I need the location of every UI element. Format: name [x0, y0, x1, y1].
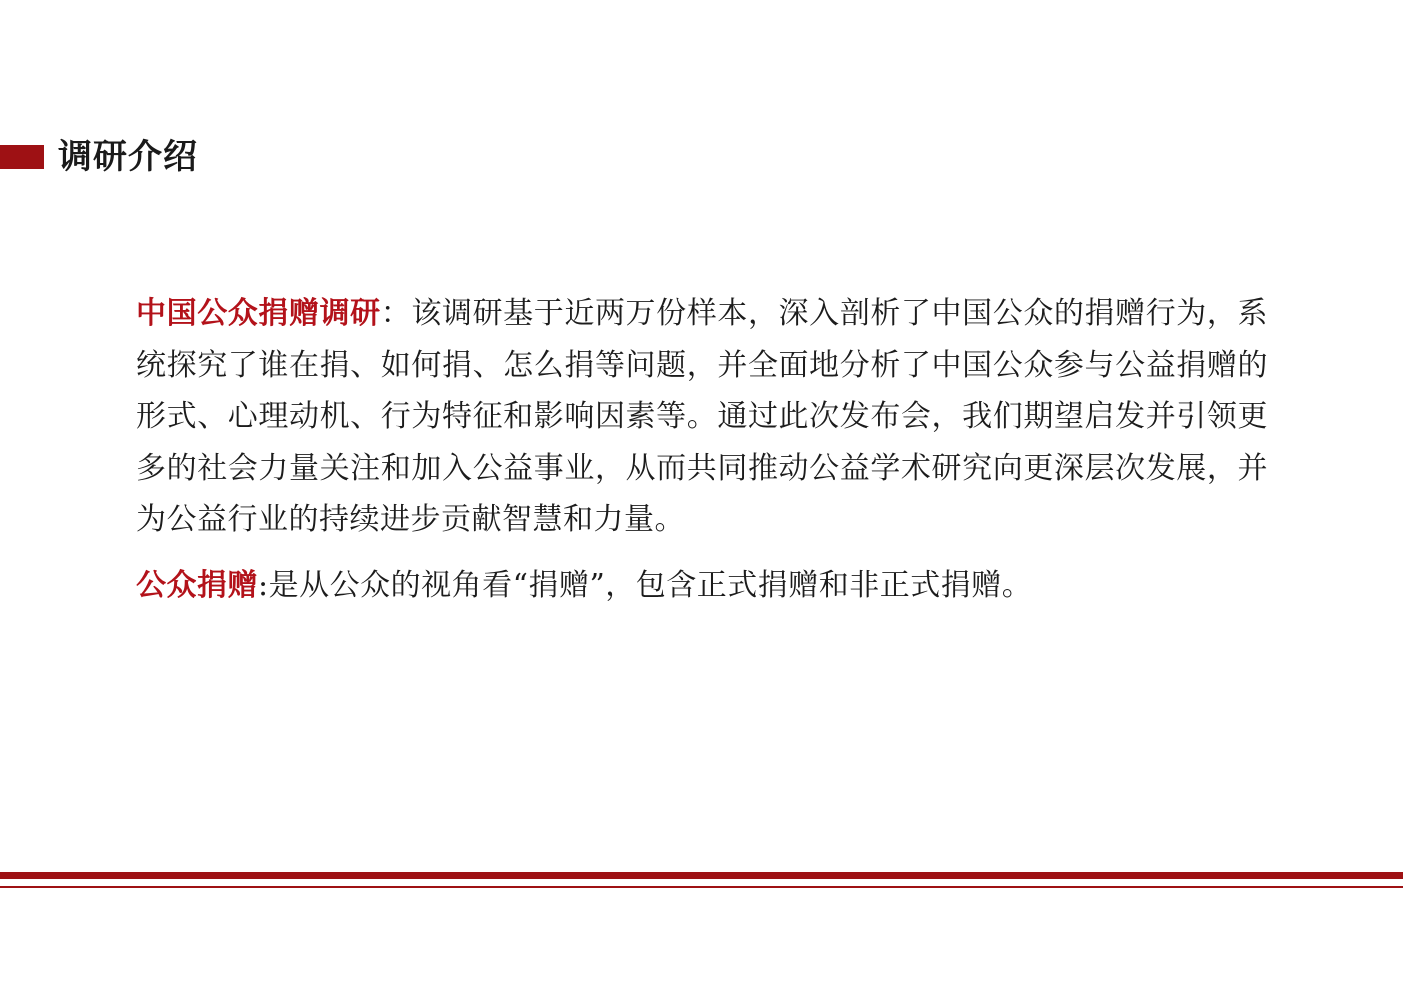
footer-rule-thick [0, 872, 1403, 879]
paragraph-public-donation-definition [136, 560, 1268, 612]
page-title: 调研介绍 [58, 137, 198, 177]
paragraph-1-lead-label: 中国公众捐赠调研 [136, 296, 381, 331]
body-text-block [136, 288, 1268, 612]
paragraph-2-text: :是从公众的视角看“捐赠”，包含正式捐赠和非正式捐赠。 [258, 567, 1033, 603]
header-marker-icon [0, 145, 44, 169]
paragraph-2-lead-label: 公众捐赠 [136, 567, 258, 603]
section-header [0, 137, 198, 177]
paragraph-1-text: ：该调研基于近两万份样本，深入剖析了中国公众的捐赠行为，系统探究了谁在捐、如何捐、怎么捐等问题，并全面地分析了中国公众参与公益捐赠的形式、心理动机、行为特征和影响因素等。通过此次发布会，我们期望启发并引领更多的社会力量关注和加入公益事业，从而共同推动公益学术研究向更深层次发展，并为公益行业的持续进步贡献智慧和力量。 [136, 296, 1269, 538]
paragraph-survey-intro [136, 288, 1268, 546]
footer-rule-thin [0, 886, 1403, 888]
